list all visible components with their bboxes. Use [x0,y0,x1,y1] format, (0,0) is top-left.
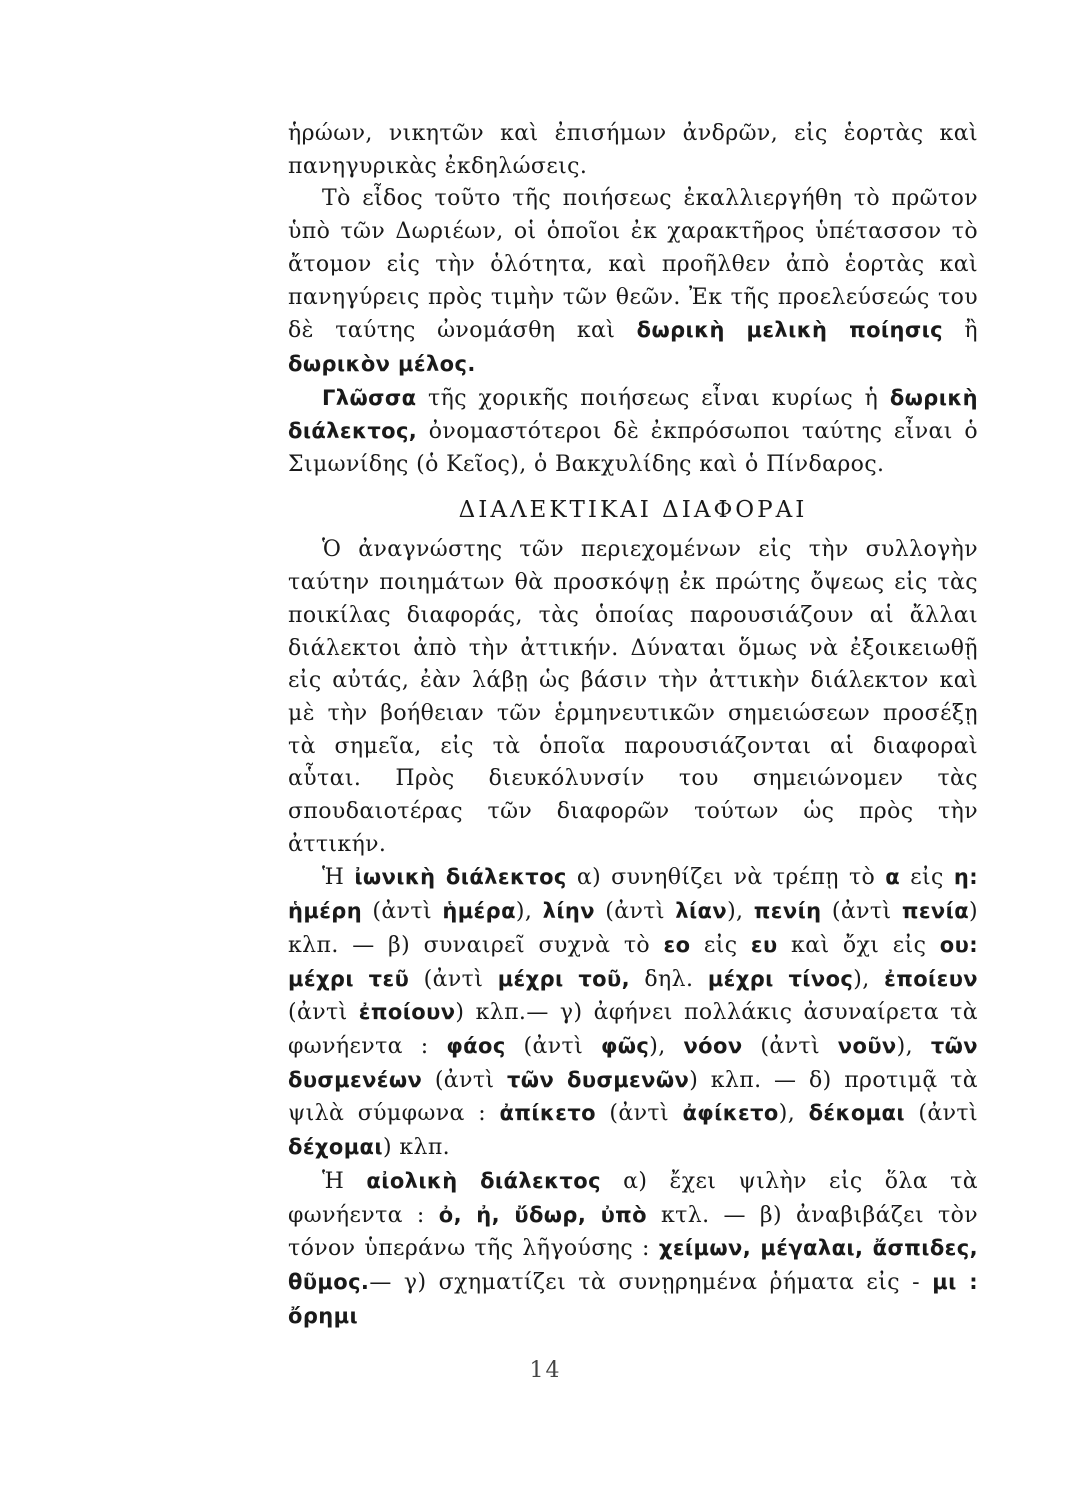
text-run: ) κλπ. [382,1135,451,1161]
bold-term: δέχομαι [288,1135,383,1160]
text-run: ΔΙΑΛΕΚΤΙΚΑΙ ΔΙΑΦΟΡΑΙ [458,496,808,523]
bold-term: φάος [446,1033,506,1058]
bold-term: φῶς [600,1033,650,1058]
bold-term: χείμων, μέγαλαι, ἄσπιδες, θῦμος. [288,1236,978,1294]
bold-term: πενία [901,899,970,924]
bold-term: εο [663,932,691,957]
text-run: α) ἔχει ψιλὴν εἰς ὅλα τὰ φωνήεντα : [288,1168,979,1228]
body-text [288,118,978,1333]
text-run: (ἀντὶ [595,1101,683,1127]
bold-term: μέχρι τοῦ, [497,966,630,991]
bold-term: μι : ὄρημι [288,1269,978,1328]
text-run: ), [649,1033,684,1059]
section-heading [288,494,978,527]
text-run: (ἀντὶ [505,1033,601,1059]
text-run: (ἀντὶ [409,966,498,992]
text-run: Τὸ εἶδος τοῦτο τῆς ποιήσεως ἐκαλλιεργήθη τὸ πρῶτον ὑπὸ τῶν Δωριέων, οἱ ὁποῖοι ἐκ χαρακτῆρος ὑπέτασσον τὸ ἄτομον εἰς τὴν ὁλότητα, καὶ προῆλθεν ἀπὸ ἑορτὰς καὶ πανηγύρεις πρὸς τιμὴν τῶν θεῶν. Ἐκ τῆς προελεύσεώς του δὲ ταύτης ὠνομάσθη καὶ [288,186,978,344]
text-run: Ἡ [322,1168,367,1194]
paragraph-p6 [288,1165,978,1334]
bold-term: πενίη [753,899,822,924]
text-run: Ἡ [322,865,355,891]
bold-term: ὀ, ἠ, ὔδωρ, ὐπὸ [438,1202,647,1227]
paragraph-p1 [288,118,978,183]
paragraph-p3 [288,382,978,482]
bold-term: η: ἡμέρη [288,865,979,924]
bold-term: ἀφίκετο [682,1101,779,1126]
text-run: τῆς χορικῆς ποιήσεως εἶναι κυρίως ἡ [416,385,890,411]
bold-term: ἡμέρα [442,899,516,924]
bold-term: μέχρι τίνος [707,966,854,991]
bold-term: ευ [750,932,778,957]
bold-term: λίαν [675,899,728,924]
text-run: (ἀντὶ [288,1000,359,1026]
page-number: 14 [529,1358,562,1383]
paragraph-p2 [288,183,978,381]
text-run: ) κλπ. — β) συναιρεῖ συχνὰ τὸ [288,899,979,958]
bold-term: τῶν δυσμενέων [288,1033,978,1092]
text-run: (ἀντὶ [594,899,676,925]
text-run: δηλ. [629,966,708,992]
text-run: (ἀντὶ [821,899,902,925]
bold-term: δωρικὴ διάλεκτος, [288,385,978,444]
bold-term: ἰωνικὴ διάλεκτος [354,865,567,890]
text-run: ) κλπ. — δ) προτιμᾷ τὰ ψιλὰ σύμφωνα : [288,1067,978,1127]
bold-term: νόον [683,1033,743,1058]
text-run: α) συνηθίζει νὰ τρέπῃ τὸ [566,865,886,891]
bold-term: τῶν δυσμενῶν [507,1067,690,1092]
bold-term: νοῦν [837,1033,897,1058]
text-run: Ὁ ἀναγνώστης τῶν περιεχομένων εἰς τὴν συλλογὴν ταύτην ποιημάτων θὰ προσκόψῃ ἐκ πρώτης ὄψεως εἰς τὰς ποικίλας διαφοράς, τὰς ὁποίας παρουσιάζουν αἱ ἄλλαι διάλεκτοι ἀπὸ τὴν ἀττικήν. Δύναται ὅμως νὰ ἐξοικειωθῇ εἰς αὐτάς, ἐὰν λάβῃ ὡς βάσιν τὴν ἀττικὴν διάλεκτον καὶ μὲ τὴν βοήθειαν τῶν ἑρμηνευτικῶν σημειώσεων προσέξῃ τὰ σημεῖα, εἰς τὰ ὁποῖα παρουσιάζονται αἱ διαφοραὶ αὗται. Πρὸς διευκόλυνσίν του σημειώνομεν τὰς σπουδαιοτέρας τῶν διαφορῶν τούτων ὡς πρὸς τὴν ἀττικήν. [288,537,978,857]
text-run: — γ) σχηματίζει τὰ συνῃρημένα ῥήματα εἰς - [369,1269,933,1295]
text-run: ἢ [943,318,978,344]
bold-term: ου: μέχρι τεῦ [288,932,978,991]
bold-term: δωρικὴ μελικὴ ποίησις [636,318,944,343]
text-run: ), [853,966,885,992]
bold-term: λίην [542,899,595,924]
bold-term: ἀπίκετο [499,1101,596,1126]
paragraph-p4 [288,534,978,861]
text-run: ), [896,1033,931,1059]
text-run: ) κλπ.— γ) ἀφήνει πολλάκις ἀσυναίρετα τὰ φωνήεντα : [288,1000,978,1059]
bold-term: δωρικὸν μέλος. [288,351,476,376]
text-run: ), [515,899,543,925]
text-run: εἰς [690,932,751,958]
text-run: ἡρώων, νικητῶν καὶ ἐπισήμων ἀνδρῶν, εἰς ἑορτὰς καὶ πανηγυρικὰς ἐκδηλώσεις. [288,121,978,179]
bold-term: Γλῶσσα [322,385,417,410]
text-run: (ἀντὶ [362,899,443,925]
bold-term: δέκομαι [808,1101,905,1126]
bold-term: ἐποίευν [884,966,979,991]
bold-term: α [885,865,901,890]
text-run: (ἀντὶ [742,1033,838,1059]
paragraph-p5 [288,861,978,1164]
text-run: (ἀντὶ [904,1101,978,1127]
bold-term: ἐποίουν [358,1000,456,1025]
bold-term: αἰολικὴ διάλεκτος [366,1168,601,1193]
text-run: ), [778,1101,809,1127]
text-run: εἰς [900,865,954,891]
text-run: ), [727,899,754,925]
text-run: καὶ ὄχι εἰς [777,932,940,958]
text-run: κτλ. — β) ἀναβιβάζει τὸν τόνον ὑπεράνω τῆς λῆγούσης : [288,1202,979,1262]
text-run: ὀνομαστότεροι δὲ ἐκπρόσωποι ταύτης εἶναι ὁ Σιμωνίδης (ὁ Κεῖος), ὁ Βακχυλίδης καὶ ὁ Πίνδαρος. [288,419,978,478]
text-run: (ἀντὶ [422,1067,507,1093]
